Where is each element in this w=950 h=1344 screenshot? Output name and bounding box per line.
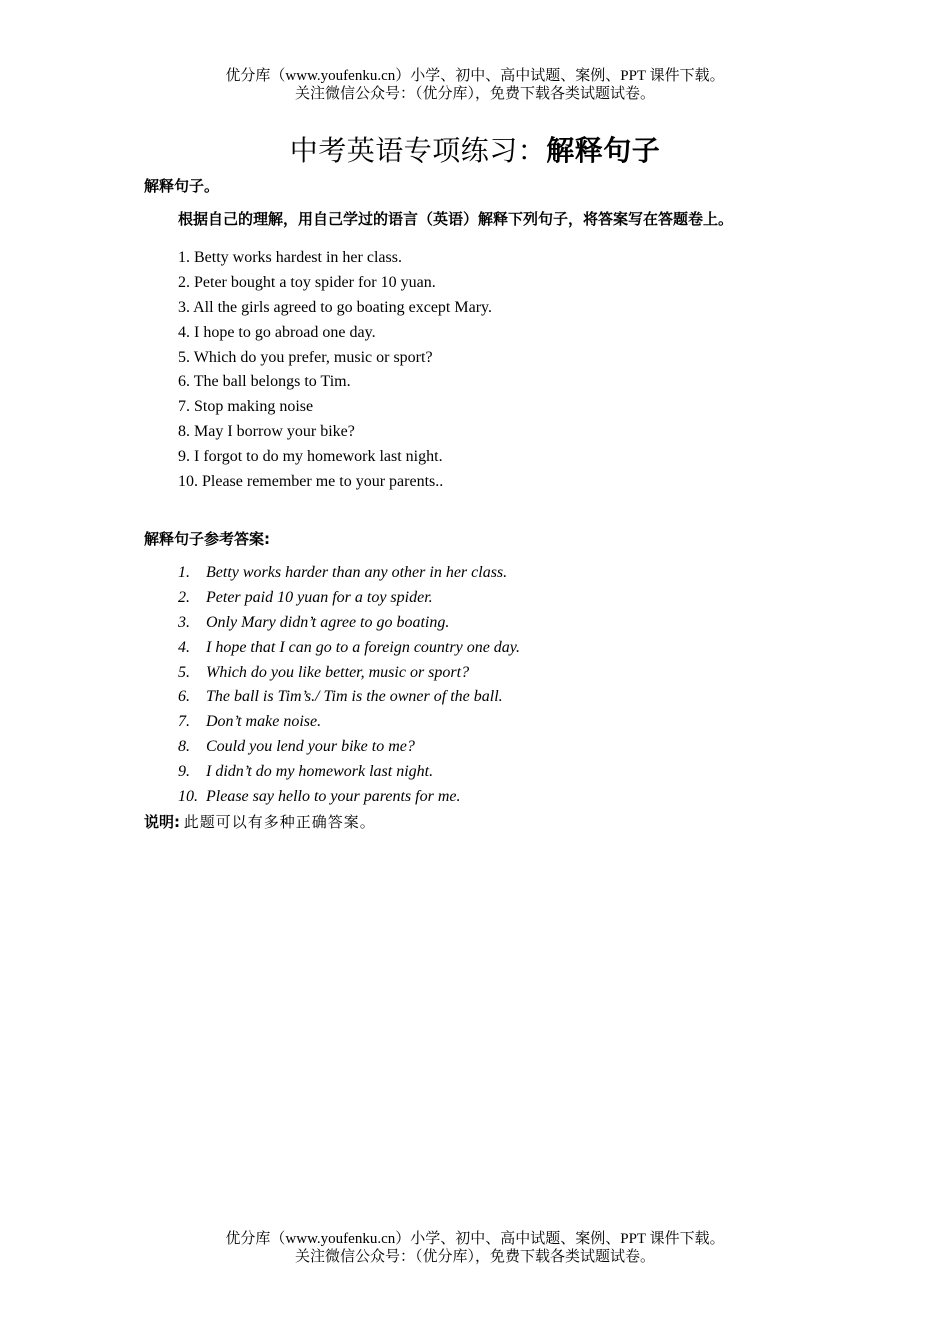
- answer-text: Please say hello to your parents for me.: [206, 788, 461, 806]
- page-title: [0, 133, 950, 169]
- answer-item: [178, 735, 520, 760]
- answer-item: [178, 710, 520, 735]
- page-footer: [0, 1230, 950, 1266]
- answer-number: 8.: [178, 738, 190, 756]
- answer-text: I hope that I can go to a foreign country one day.: [206, 638, 521, 656]
- answer-text: Peter paid 10 yuan for a toy spider.: [206, 588, 433, 606]
- footer-line-1: 优分库（www.youfenku.cn）小学、初中、高中试题、案例、PPT 课件下载。: [225, 1231, 725, 1247]
- section-heading-answers: 解释句子参考答案:: [144, 530, 270, 548]
- page-header: [0, 67, 950, 103]
- header-line-1: 优分库（www.youfenku.cn）小学、初中、高中试题、案例、PPT 课件下载。: [225, 68, 725, 84]
- answer-text: Could you lend your bike to me?: [206, 738, 415, 756]
- answer-item: [178, 611, 520, 636]
- answer-number: 1.: [178, 564, 190, 581]
- answer-item: [178, 561, 520, 586]
- answer-text: Which do you like better, music or sport?: [206, 663, 470, 681]
- question-item: 6. The ball belongs to Tim.: [178, 373, 351, 391]
- answer-note: [144, 812, 376, 833]
- answer-text: The ball is Tim’s./ Tim is the owner of the ball.: [206, 688, 503, 706]
- question-item: 5. Which do you prefer, music or sport?: [178, 348, 433, 366]
- title-topic: 解释句子: [546, 134, 661, 167]
- answer-text: Don’t make noise.: [206, 713, 322, 731]
- question-item: 9. I forgot to do my homework last night.: [178, 448, 443, 466]
- answer-text: I didn’t do my homework last night.: [206, 763, 434, 781]
- question-item: 3. All the girls agreed to go boating except Mary.: [178, 298, 492, 316]
- answer-text: Betty works harder than any other in her class.: [206, 564, 508, 581]
- question-item: 4. I hope to go abroad one day.: [178, 323, 376, 341]
- question-item: 10. Please remember me to your parents..: [178, 473, 444, 491]
- answer-item: [178, 760, 520, 785]
- answer-list: [178, 561, 520, 810]
- answer-number: 2.: [178, 588, 190, 606]
- answer-number: 5.: [178, 663, 190, 681]
- exercise-instruction: 根据自己的理解，用自己学过的语言（英语）解释下列句子，将答案写在答题卷上。: [178, 210, 734, 228]
- answer-item: [178, 661, 520, 686]
- answer-item: [178, 685, 520, 710]
- header-line-2: 关注微信公众号：（优分库），免费下载各类试题试卷。: [294, 86, 655, 102]
- answer-number: 4.: [178, 638, 190, 656]
- question-item: 1. Betty works hardest in her class.: [178, 249, 402, 266]
- footer-line-2: 关注微信公众号：（优分库），免费下载各类试题试卷。: [294, 1249, 655, 1265]
- section-heading-exercise: 解释句子。: [144, 177, 220, 195]
- answer-number: 7.: [178, 713, 190, 731]
- title-prefix: 中考英语专项练习：: [289, 134, 547, 167]
- answer-number: 3.: [178, 613, 190, 631]
- answer-item: [178, 785, 520, 810]
- answer-item: [178, 586, 520, 611]
- question-item: 2. Peter bought a toy spider for 10 yuan.: [178, 273, 436, 291]
- answer-text: Only Mary didn’t agree to go boating.: [206, 613, 450, 631]
- question-list: [178, 246, 492, 495]
- question-item: 8. May I borrow your bike?: [178, 423, 355, 441]
- answer-item: [178, 636, 520, 661]
- note-label: 说明:: [144, 813, 180, 831]
- question-item: 7. Stop making noise: [178, 398, 314, 416]
- answer-number: 6.: [178, 688, 190, 706]
- answer-number: 9.: [178, 763, 190, 781]
- note-text: 此题可以有多种正确答案。: [183, 813, 376, 831]
- answer-number: 10.: [178, 788, 198, 806]
